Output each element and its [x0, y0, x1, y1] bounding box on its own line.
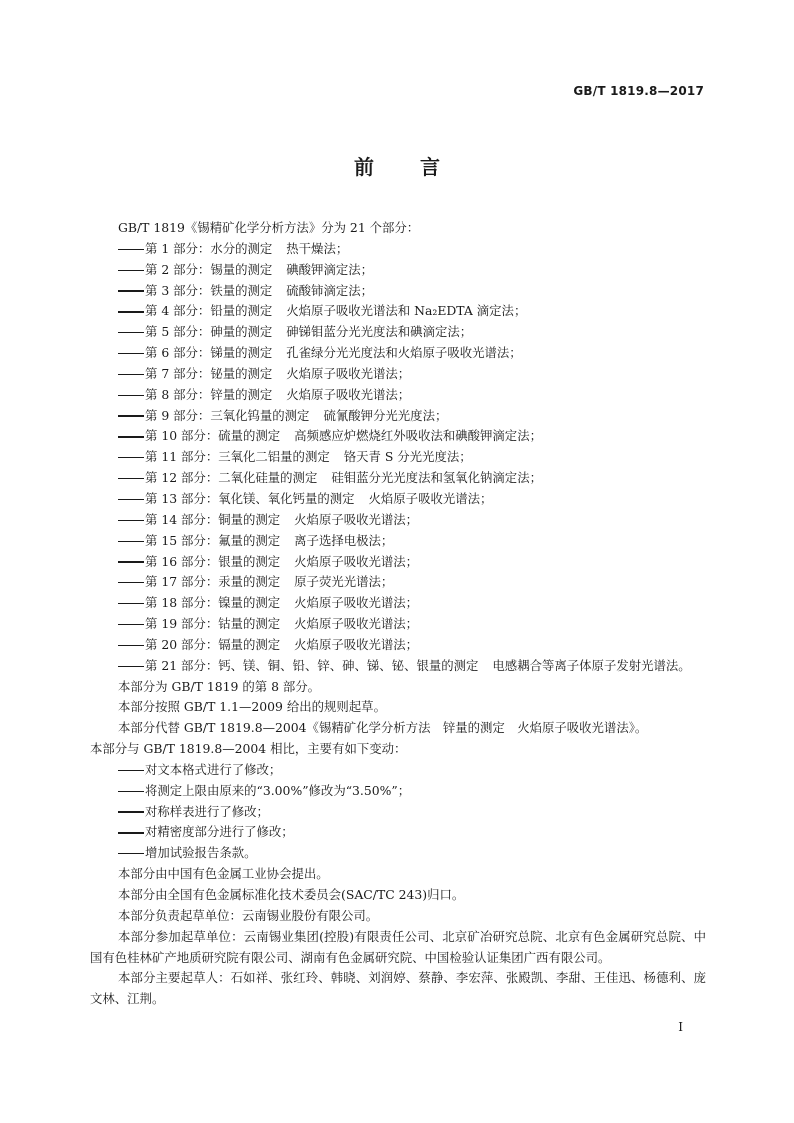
- part-list-item: [90, 406, 706, 427]
- part-method: 电感耦合等离子体原子发射光谱法。: [492, 657, 691, 673]
- change-text: 对称样表进行了修改；: [145, 803, 269, 819]
- standard-code: GB/T 1819.8—2017: [573, 84, 704, 98]
- part-list-item: [90, 364, 706, 385]
- em-dash-mark: [118, 645, 144, 646]
- part-method: 铬天青 S 分光光度法；: [343, 449, 472, 465]
- document-body: [90, 218, 706, 1010]
- part-method: 火焰原子吸收光谱法；: [294, 553, 419, 569]
- em-dash-mark: [118, 436, 144, 437]
- changes-list: [90, 760, 706, 864]
- part-method: 火焰原子吸收光谱法和 Na₂EDTA 滴定法；: [286, 303, 527, 319]
- part-number: 第 13 部分：: [145, 490, 219, 506]
- change-list-item: [90, 822, 706, 843]
- em-dash-mark: [118, 478, 144, 479]
- part-method: 火焰原子吸收光谱法；: [294, 595, 419, 611]
- paragraph-changes: 本部分与 GB/T 1819.8—2004 相比，主要有如下变动：: [90, 741, 407, 757]
- part-list-item: [90, 572, 706, 593]
- em-dash-mark: [118, 582, 144, 583]
- paragraph-proposed: 本部分由中国有色金属工业协会提出。: [118, 866, 329, 882]
- part-method: 火焰原子吸收光谱法；: [286, 386, 411, 402]
- em-dash-mark: [118, 666, 144, 667]
- em-dash-mark: [118, 499, 144, 500]
- part-method: 高频感应炉燃烧红外吸收法和碘酸钾滴定法；: [294, 428, 542, 444]
- em-dash-mark: [118, 832, 144, 833]
- part-list-item: [90, 552, 706, 573]
- part-number: 第 16 部分：: [145, 553, 219, 569]
- em-dash-mark: [118, 791, 144, 792]
- part-item: 三氧化钨量的测定: [210, 407, 310, 423]
- part-number: 第 21 部分：: [145, 657, 219, 673]
- title-char-1: 前: [354, 155, 374, 179]
- em-dash-mark: [118, 541, 144, 542]
- part-number: 第 10 部分：: [145, 428, 219, 444]
- part-item: 镍量的测定: [218, 595, 281, 611]
- part-number: 第 5 部分：: [145, 324, 211, 340]
- part-number: 第 3 部分：: [145, 282, 211, 298]
- part-number: 第 8 部分：: [145, 386, 211, 402]
- em-dash-mark: [118, 290, 144, 291]
- em-dash-mark: [118, 770, 144, 771]
- intro-paragraph: GB/T 1819《锡精矿化学分析方法》分为 21 个部分：: [118, 220, 420, 235]
- part-item: 铋量的测定: [210, 365, 273, 381]
- part-list-item: [90, 510, 706, 531]
- part-item: 硫量的测定: [218, 428, 281, 444]
- paragraph-drafting-rules: 本部分按照 GB/T 1.1—2009 给出的规则起草。: [118, 699, 386, 715]
- part-list-item: [90, 614, 706, 635]
- part-list-item: [90, 281, 706, 302]
- part-number: 第 1 部分：: [145, 240, 211, 256]
- em-dash-mark: [118, 603, 144, 604]
- em-dash-mark: [118, 853, 144, 854]
- part-method: 火焰原子吸收光谱法；: [294, 511, 419, 527]
- part-method: 火焰原子吸收光谱法；: [286, 365, 411, 381]
- part-item: 氧化镁、氧化钙量的测定: [218, 490, 355, 506]
- paragraph-drafters: 本部分主要起草人：石如祥、张红玲、韩晓、刘润婷、蔡静、李宏萍、张殿凯、李甜、王佳迅、杨德利、庞文林、江荆。: [90, 970, 706, 1007]
- part-method: 硫氰酸钾分光光度法；: [323, 407, 448, 423]
- part-list-item: [90, 447, 706, 468]
- part-number: 第 14 部分：: [145, 511, 219, 527]
- part-item: 镉量的测定: [218, 636, 281, 652]
- part-list-item: [90, 322, 706, 343]
- part-list-item: [90, 656, 706, 677]
- em-dash-mark: [118, 311, 144, 312]
- part-number: 第 18 部分：: [145, 595, 219, 611]
- part-list-item: [90, 239, 706, 260]
- part-method: 硅钼蓝分光光度法和氢氧化钠滴定法；: [331, 470, 542, 486]
- part-list-item: [90, 343, 706, 364]
- paragraph-centralized: 本部分由全国有色金属标准化技术委员会(SAC/TC 243)归口。: [118, 887, 465, 902]
- part-item: 三氧化二铝量的测定: [218, 449, 330, 465]
- em-dash-mark: [118, 561, 144, 562]
- part-method: 离子选择电极法；: [294, 532, 394, 548]
- change-text: 对精密度部分进行了修改；: [145, 824, 294, 840]
- change-text: 将测定上限由原来的“3.00%”修改为“3.50%”；: [145, 782, 411, 798]
- part-number: 第 4 部分：: [145, 303, 211, 319]
- part-number: 第 9 部分：: [145, 407, 211, 423]
- em-dash-mark: [118, 353, 144, 354]
- part-method: 火焰原子吸收光谱法；: [294, 616, 419, 632]
- page-number: I: [678, 1020, 683, 1034]
- part-list-item: [90, 593, 706, 614]
- part-item: 砷量的测定: [210, 324, 273, 340]
- change-list-item: [90, 843, 706, 864]
- part-item: 锌量的测定: [210, 386, 273, 402]
- part-item: 锑量的测定: [210, 345, 273, 361]
- part-list-item: [90, 489, 706, 510]
- part-item: 锡量的测定: [210, 261, 273, 277]
- em-dash-mark: [118, 811, 144, 812]
- paragraph-participants: 本部分参加起草单位：云南锡业集团(控股)有限责任公司、北京矿冶研究总院、北京有色金属研究总院、中国有色桂林矿产地质研究院有限公司、湖南有色金属研究院、中国检验认证集团广西有限公司。: [90, 928, 706, 965]
- part-number: 第 20 部分：: [145, 636, 219, 652]
- part-item: 银量的测定: [218, 553, 281, 569]
- change-text: 对文本格式进行了修改；: [145, 761, 282, 777]
- part-method: 原子荧光光谱法；: [294, 574, 394, 590]
- paragraph-replaces: 本部分代替 GB/T 1819.8—2004《锡精矿化学分析方法 锌量的测定 火焰原子吸收光谱法》。: [118, 720, 648, 736]
- part-number: 第 11 部分：: [145, 449, 219, 465]
- part-list-item: [90, 301, 706, 322]
- part-method: 火焰原子吸收光谱法；: [294, 636, 419, 652]
- part-number: 第 7 部分：: [145, 365, 211, 381]
- page-title: [0, 151, 794, 180]
- part-method: 硫酸铈滴定法；: [286, 282, 374, 298]
- part-item: 氟量的测定: [218, 532, 281, 548]
- part-number: 第 6 部分：: [145, 345, 211, 361]
- em-dash-mark: [118, 249, 144, 250]
- paragraph-this-part: 本部分为 GB/T 1819 的第 8 部分。: [118, 678, 321, 694]
- part-number: 第 15 部分：: [145, 532, 219, 548]
- part-number: 第 12 部分：: [145, 470, 219, 486]
- part-method: 碘酸钾滴定法；: [286, 261, 374, 277]
- part-list-item: [90, 635, 706, 656]
- em-dash-mark: [118, 520, 144, 521]
- part-item: 二氧化硅量的测定: [218, 470, 318, 486]
- part-item: 铅量的测定: [210, 303, 273, 319]
- em-dash-mark: [118, 332, 144, 333]
- part-method: 孔雀绿分光光度法和火焰原子吸收光谱法；: [286, 345, 522, 361]
- part-item: 钙、镁、铜、铅、锌、砷、锑、铋、银量的测定: [218, 657, 479, 673]
- change-list-item: [90, 802, 706, 823]
- part-item: 铁量的测定: [210, 282, 273, 298]
- part-list-item: [90, 468, 706, 489]
- change-text: 增加试验报告条款。: [145, 845, 257, 861]
- em-dash-mark: [118, 374, 144, 375]
- em-dash-mark: [118, 415, 144, 416]
- part-number: 第 17 部分：: [145, 574, 219, 590]
- parts-list: [90, 239, 706, 677]
- part-item: 汞量的测定: [218, 574, 281, 590]
- part-item: 钴量的测定: [218, 616, 281, 632]
- part-list-item: [90, 426, 706, 447]
- part-number: 第 2 部分：: [145, 261, 211, 277]
- em-dash-mark: [118, 395, 144, 396]
- part-method: 热干燥法；: [286, 240, 349, 256]
- part-item: 水分的测定: [210, 240, 273, 256]
- change-list-item: [90, 760, 706, 781]
- title-char-2: 言: [420, 155, 440, 179]
- part-method: 砷锑钼蓝分光光度法和碘滴定法；: [286, 324, 473, 340]
- em-dash-mark: [118, 457, 144, 458]
- em-dash-mark: [118, 270, 144, 271]
- em-dash-mark: [118, 624, 144, 625]
- part-list-item: [90, 385, 706, 406]
- change-list-item: [90, 781, 706, 802]
- part-item: 铜量的测定: [218, 511, 281, 527]
- part-method: 火焰原子吸收光谱法；: [368, 490, 493, 506]
- paragraph-drafting-unit: 本部分负责起草单位：云南锡业股份有限公司。: [118, 907, 379, 923]
- part-number: 第 19 部分：: [145, 616, 219, 632]
- part-list-item: [90, 260, 706, 281]
- part-list-item: [90, 531, 706, 552]
